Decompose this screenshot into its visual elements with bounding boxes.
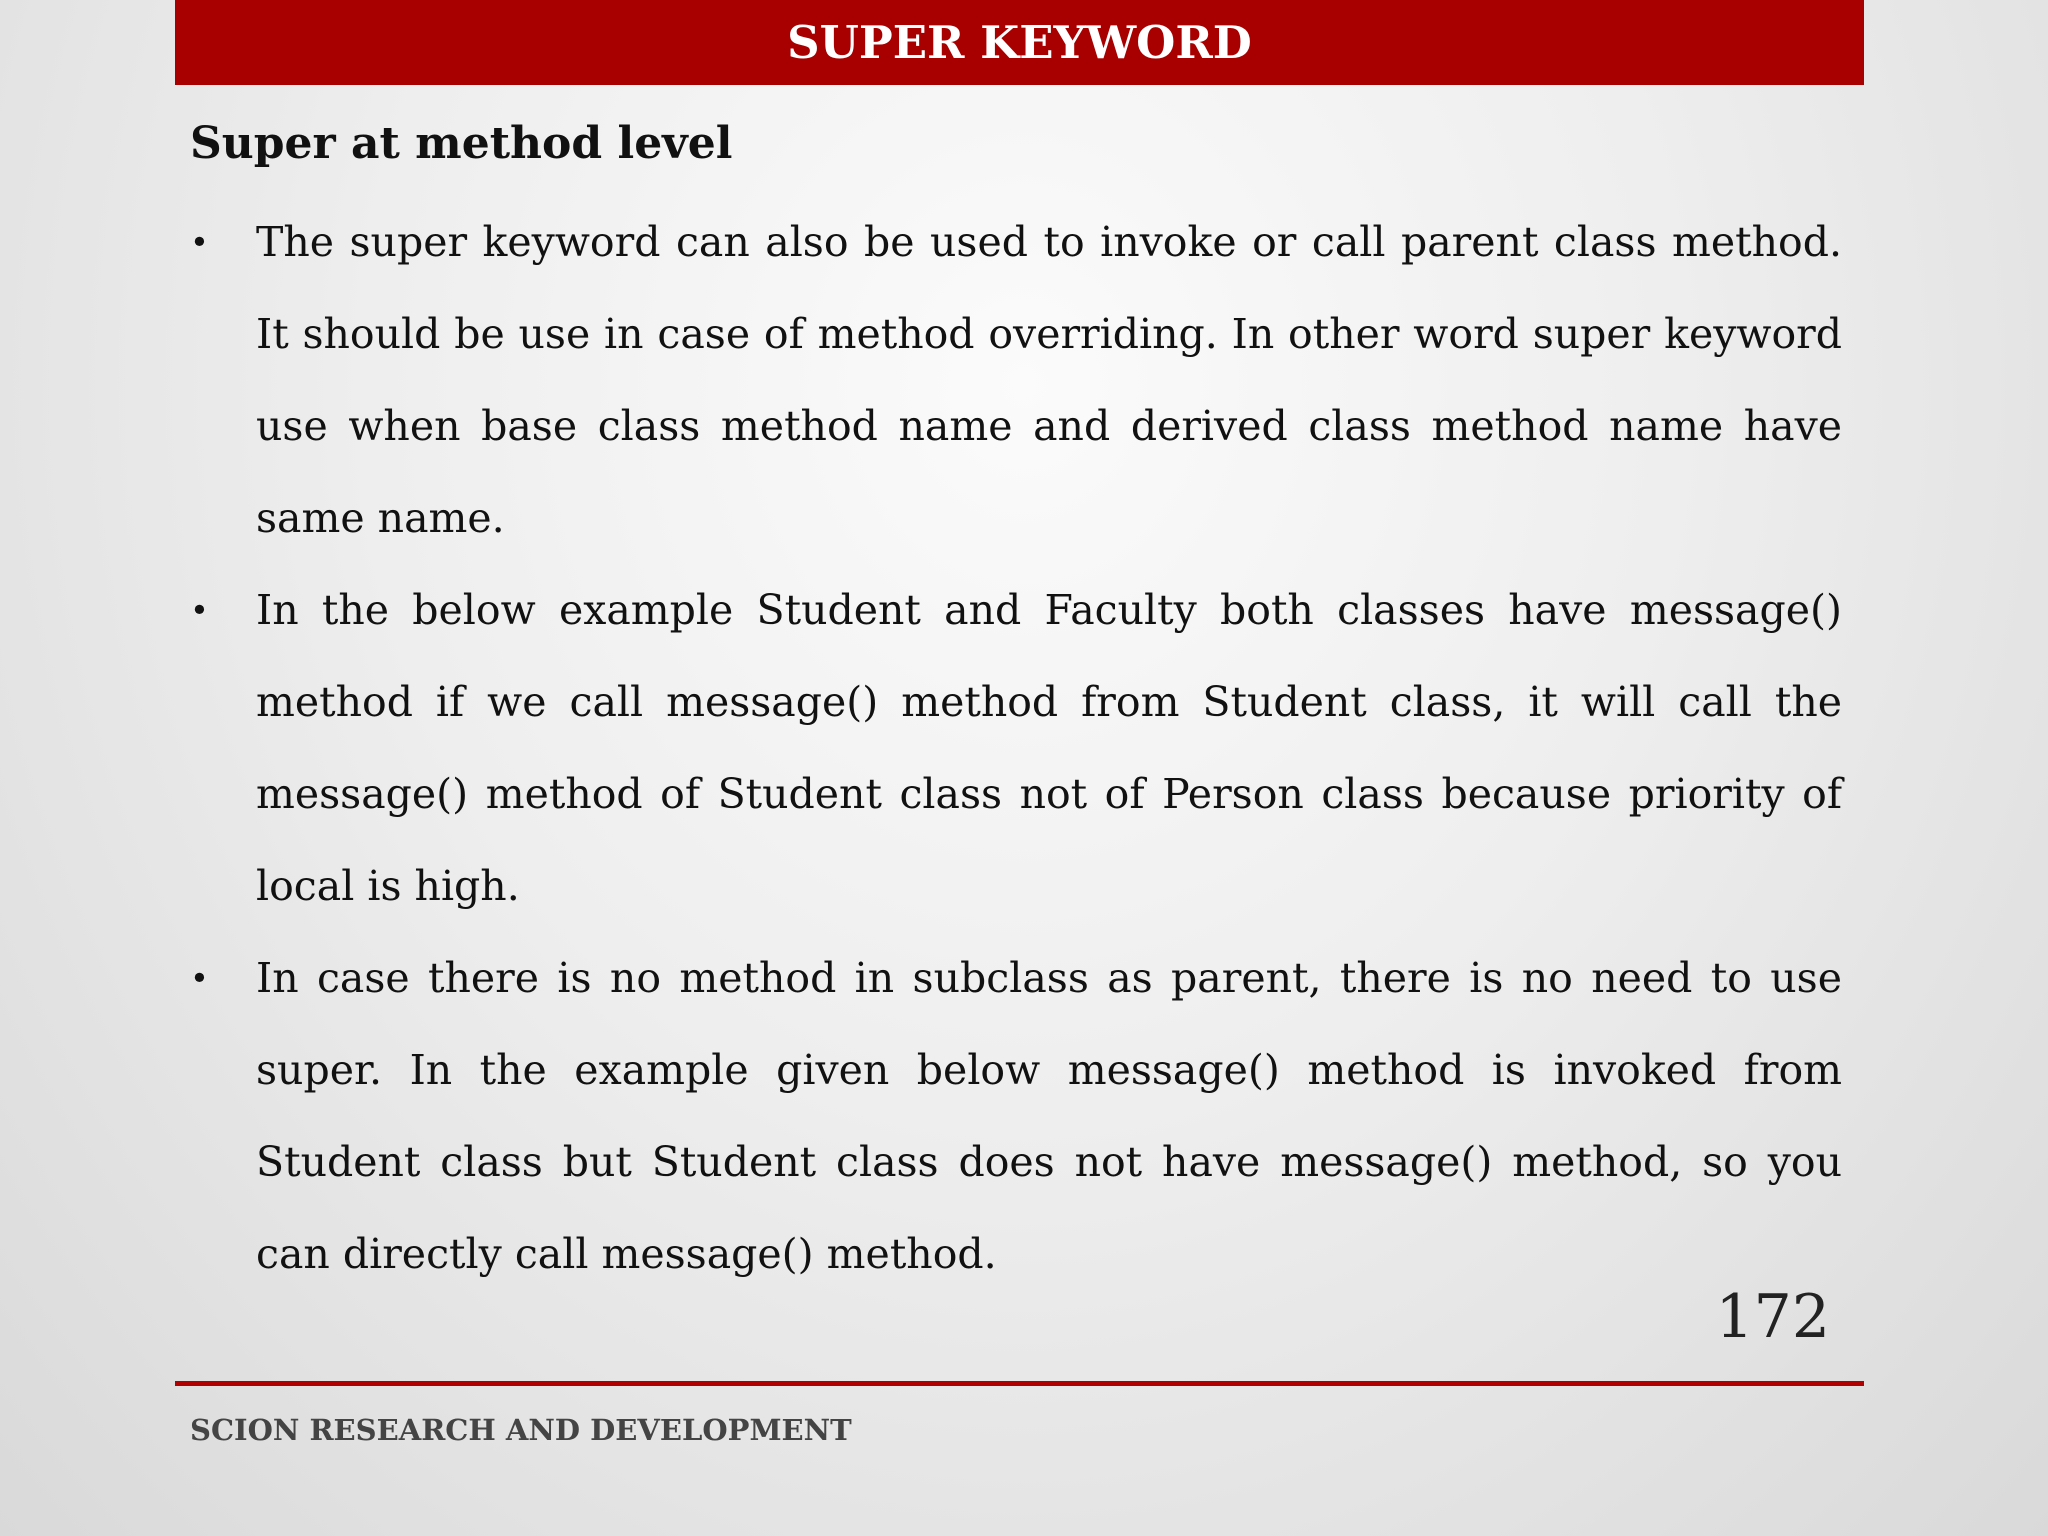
bullet-text: The super keyword can also be used to invoke or call parent class method. It should be use in case of method overriding. In other word super keyword use when base class method name and derived class method name have same name. xyxy=(256,218,1842,542)
bullet-text: In case there is no method in subclass as parent, there is no need to use super. In the example given below message() method is invoked from Student class but Student class does not have message() method, so you can directly call message() method. xyxy=(256,954,1842,1278)
bullet-text: In the below example Student and Faculty both classes have message() method if we call message() method from Student class, it will call the message() method of Student class not of Person class because priority of local is high. xyxy=(256,586,1842,910)
bullet-item xyxy=(190,564,1842,932)
bullet-icon: • xyxy=(190,223,209,261)
footer-text: SCION RESEARCH AND DEVELOPMENT xyxy=(190,1413,852,1447)
bullet-item xyxy=(190,932,1842,1300)
footer-divider xyxy=(175,1381,1864,1386)
title-bar xyxy=(175,0,1864,85)
slide-title: SUPER KEYWORD xyxy=(787,16,1252,69)
bullet-list xyxy=(190,196,1842,1300)
page-number: 172 xyxy=(1715,1282,1830,1352)
bullet-icon: • xyxy=(190,591,209,629)
bullet-icon: • xyxy=(190,959,209,997)
section-heading: Super at method level xyxy=(190,118,733,169)
bullet-item xyxy=(190,196,1842,564)
